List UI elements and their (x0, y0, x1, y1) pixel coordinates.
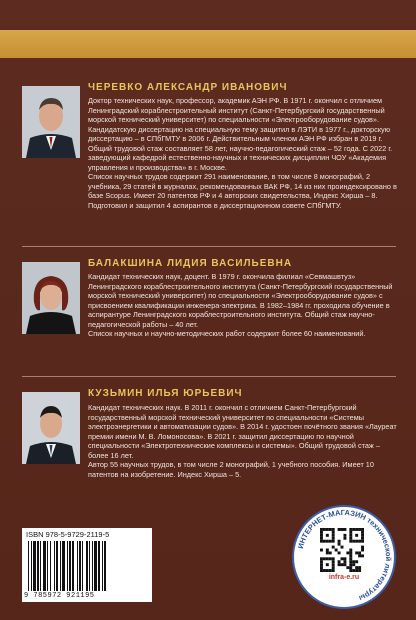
section-divider (22, 376, 396, 377)
author-photo-cherevko (22, 86, 80, 158)
author-bio (88, 403, 398, 479)
author-photo-balakshina (22, 262, 80, 334)
top-gold-band (0, 30, 416, 58)
author-name: КУЗЬМИН ИЛЬЯ ЮРЬЕВИЧ (88, 388, 243, 399)
bio-paragraph: Доктор технических наук, профессор, академик АЭН РФ. В 1971 г. окончил с отличием Ленинградский кораблестроительный институт (Санкт-Петербургский государственный морской технический университет) по специальности «Электрооборудование судов». Кандидатскую диссертацию на специальную тему защитил в ЛЭТИ в 1977 г., докторскую диссертацию – в СПбГМТУ в 2006 г. Действительным членом АЭН РФ избран в 2019 г. Общий трудовой стаж составляет 58 лет, научно-педагогический стаж – 52 года. С 2022 г. заведующий кафедрой естественно-научных и технических дисциплин ЧОУ «Академия управления и производства» в г. Москве. (88, 96, 393, 172)
bio-paragraph: Автор 55 научных трудов, в том числе 2 монографий, 1 учебного пособия. Имеет 10 патентов на изобретение. Индекс Хирша – 5. (88, 460, 374, 479)
bio-paragraph: Кандидат технических наук, доцент. В 1979 г. окончила филиал «Севмашвтуз» Ленинградского кораблестроительного института (Санкт-Петербургский государственный морской технический университет) по специальности «Электрооборудование судов» с присвоением квалификации инженера-электрика. В 1982–1984 гг. проходила обучение в аспирантуре Ленинградского кораблестроительного института. Общий стаж научно-педагогической работы – 40 лет. (88, 272, 393, 329)
bio-paragraph: Список научных трудов содержит 291 наименование, в том числе 8 монографий, 2 учебника, 29 статей в журналах, рекомендованных ВАК РФ, 14 из них проиндексировано в базе Scopus. Имеет 20 патентов РФ и 4 авторских свидетельства, Индекс Хирша – 8. Подготовил и защитил 4 аспирантов в диссертационном совете СПбГМТУ. (88, 172, 397, 210)
author-name: БАЛАКШИНА ЛИДИЯ ВАСИЛЬЕВНА (88, 258, 293, 269)
section-divider (22, 246, 396, 247)
barcode-digits: 9 785972 921195 (24, 592, 95, 600)
qr-code-icon (318, 528, 366, 572)
shop-url: infra-e.ru (328, 574, 360, 581)
author-photo-kuzmin (22, 392, 80, 464)
svg-text:ИНТЕРНЕТ-МАГАЗИН технической л: ИНТЕРНЕТ-МАГАЗИН технической литературы (295, 507, 394, 603)
bio-paragraph: Кандидат технических наук. В 2011 г. окончил с отличием Санкт-Петербургский государственный морской технический университет по специальности «Системы электроэнергетики и автоматизации судов». В 2014 г. удостоен почётного звания «Лауреат премии имени М. В. Ломоносова». В 2021 г. защитил диссертацию по научной специальности «Электротехнические комплексы и системы». Общий трудовой стаж – более 16 лет. (88, 403, 397, 460)
bio-paragraph: Список научных и научно-методических работ содержит более 60 наименований. (88, 329, 366, 338)
barcode-graphic (26, 541, 148, 591)
isbn-label: ISBN 978-5-9729-2119-5 (26, 530, 110, 539)
author-bio (88, 272, 398, 339)
author-name: ЧЕРЕВКО АЛЕКСАНДР ИВАНОВИЧ (88, 82, 288, 93)
isbn-barcode-block (22, 528, 152, 602)
author-bio (88, 96, 398, 210)
